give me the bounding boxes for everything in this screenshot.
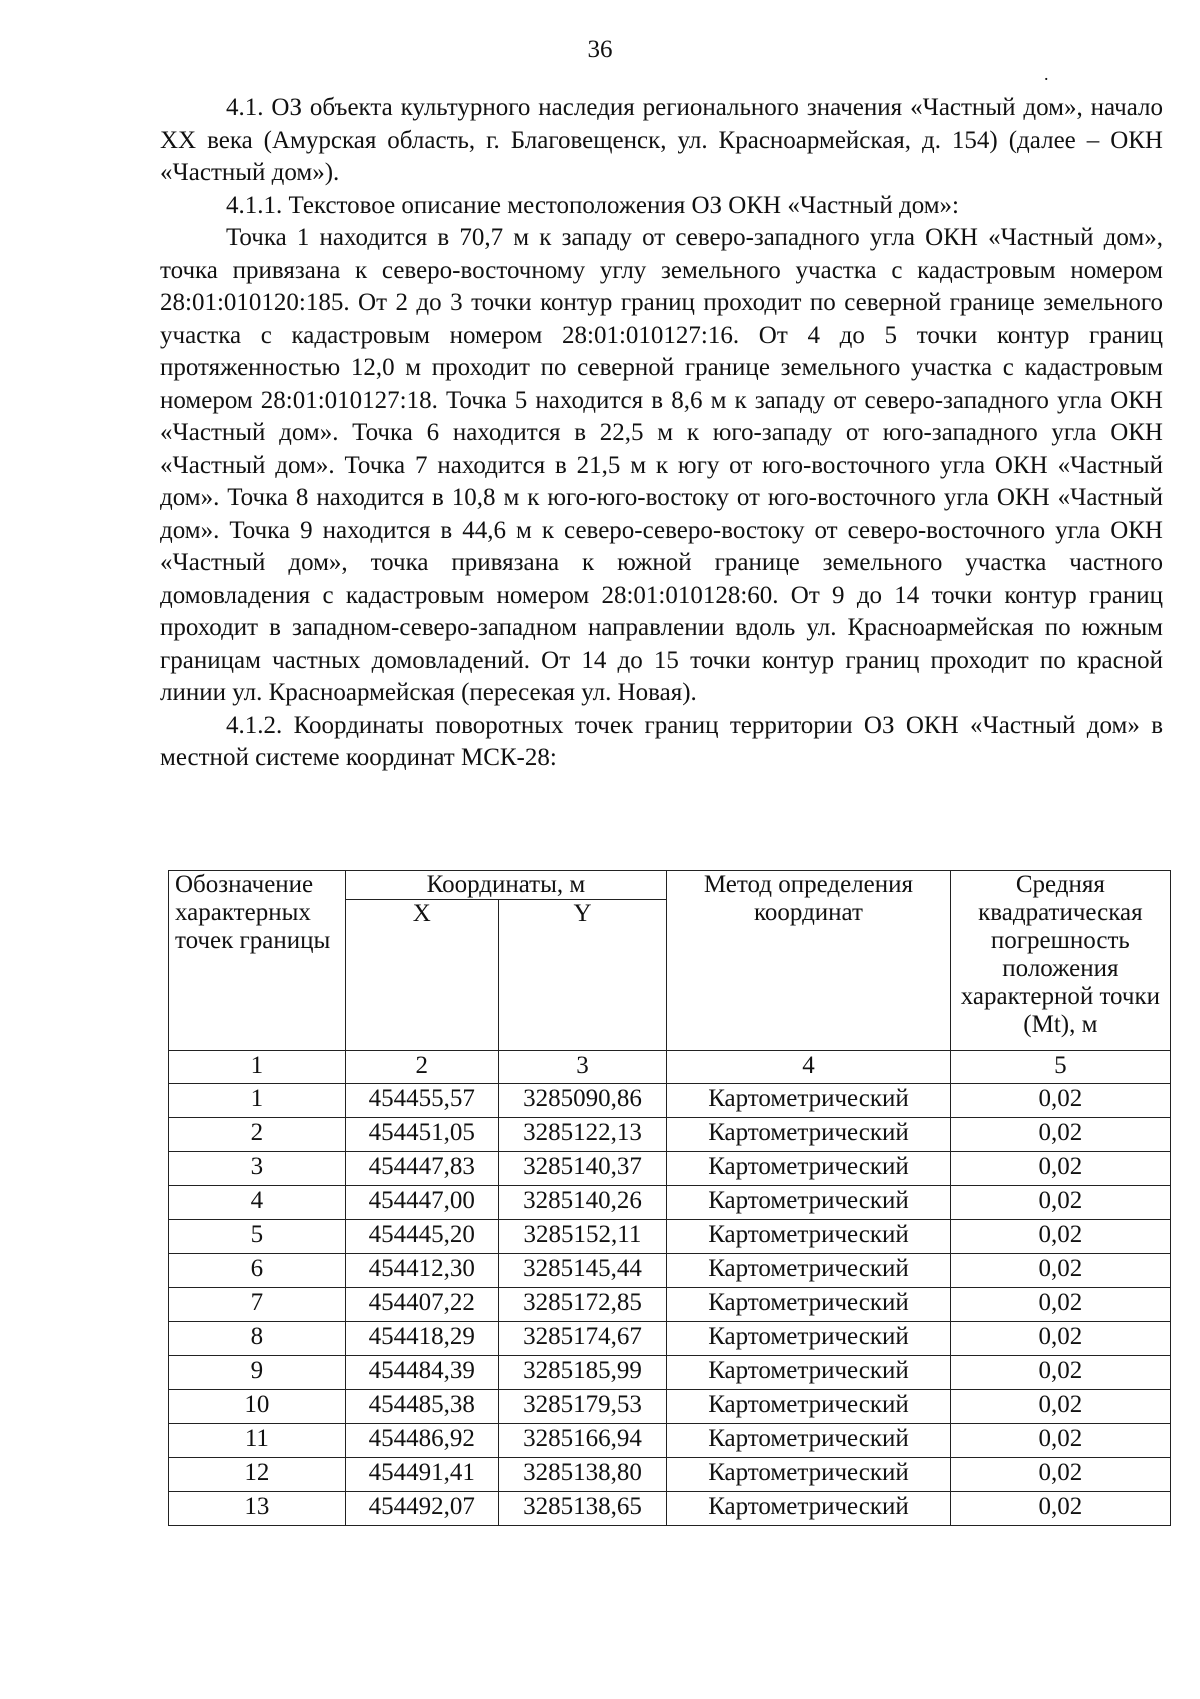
header-designation: Обозначение характерных точек границы xyxy=(169,871,346,1051)
column-number: 2 xyxy=(345,1051,498,1084)
error-value: 0,02 xyxy=(950,1492,1170,1526)
coord-y: 3285152,11 xyxy=(498,1220,666,1254)
method: Картометрический xyxy=(667,1322,951,1356)
header-error: Средняя квадратическая погрешность положения характерной точки (Mt), м xyxy=(950,871,1170,1051)
coord-x: 454447,00 xyxy=(345,1186,498,1220)
table-row xyxy=(169,1322,1171,1356)
coord-x: 454485,38 xyxy=(345,1390,498,1424)
column-number: 3 xyxy=(498,1051,666,1084)
document-body xyxy=(160,92,1163,775)
method: Картометрический xyxy=(667,1220,951,1254)
error-value: 0,02 xyxy=(950,1322,1170,1356)
method: Картометрический xyxy=(667,1118,951,1152)
point-id: 7 xyxy=(169,1288,346,1322)
coord-x: 454491,41 xyxy=(345,1458,498,1492)
error-value: 0,02 xyxy=(950,1356,1170,1390)
section-4-1-2-heading: 4.1.2. Координаты поворотных точек границ территории ОЗ ОКН «Частный дом» в местной системе координат МСК-28: xyxy=(160,711,1163,771)
header-y: Y xyxy=(498,900,666,1051)
point-id: 3 xyxy=(169,1152,346,1186)
point-id: 5 xyxy=(169,1220,346,1254)
error-value: 0,02 xyxy=(950,1458,1170,1492)
coord-y: 3285140,37 xyxy=(498,1152,666,1186)
coord-x: 454412,30 xyxy=(345,1254,498,1288)
header-coordinates: Координаты, м xyxy=(345,871,666,900)
column-number-row xyxy=(169,1051,1171,1084)
column-number: 1 xyxy=(169,1051,346,1084)
point-id: 13 xyxy=(169,1492,346,1526)
table-row xyxy=(169,1458,1171,1492)
coord-y: 3285090,86 xyxy=(498,1084,666,1118)
coord-y: 3285138,80 xyxy=(498,1458,666,1492)
table-row xyxy=(169,1084,1171,1118)
point-id: 9 xyxy=(169,1356,346,1390)
location-description: Точка 1 находится в 70,7 м к западу от северо-западного угла ОКН «Частный дом», точка привязана к северо-восточному углу земельного участка с кадастровым номером 28:01:010120:185. От 2 до 3 точки контур границ проходит по северной границе земельного участка с кадастровым номером 28:01:010127:16. От 4 до 5 точки контур границ протяженностью 12,0 м проходит по северной границе земельного участка с кадастровым номером 28:01:010127:18. Точка 5 находится в 8,6 м к западу от северо-западного угла ОКН «Частный дом». Точка 6 находится в 22,5 м к юго-западу от юго-западного угла ОКН «Частный дом». Точка 7 находится в 21,5 м к югу от юго-восточного угла ОКН «Частный дом». Точка 8 находится в 10,8 м к юго-юго-востоку от юго-восточного угла ОКН «Частный дом». Точка 9 находится в 44,6 м к северо-северо-востоку от северо-восточного угла ОКН «Частный дом», точка привязана к южной границе земельного участка частного домовладения с кадастровым номером 28:01:010128:60. От 9 до 14 точки контур границ проходит в западном-северо-западном направлении вдоль ул. Красноармейская по южным границам частных домовладений. От 14 до 15 точки контур границ проходит по красной линии ул. Красноармейская (пересекая ул. Новая). xyxy=(160,224,1163,706)
header-x: X xyxy=(345,900,498,1051)
table-row xyxy=(169,1424,1171,1458)
coord-y: 3285174,67 xyxy=(498,1322,666,1356)
table-row xyxy=(169,1356,1171,1390)
coord-y: 3285138,65 xyxy=(498,1492,666,1526)
point-id: 11 xyxy=(169,1424,346,1458)
method: Картометрический xyxy=(667,1424,951,1458)
point-id: 6 xyxy=(169,1254,346,1288)
coord-y: 3285145,44 xyxy=(498,1254,666,1288)
point-id: 1 xyxy=(169,1084,346,1118)
method: Картометрический xyxy=(667,1356,951,1390)
table-row xyxy=(169,1152,1171,1186)
table-row xyxy=(169,1118,1171,1152)
table-row xyxy=(169,1288,1171,1322)
coordinates-table xyxy=(168,870,1171,1526)
coord-y: 3285179,53 xyxy=(498,1390,666,1424)
column-number: 4 xyxy=(667,1051,951,1084)
coord-x: 454407,22 xyxy=(345,1288,498,1322)
error-value: 0,02 xyxy=(950,1118,1170,1152)
table-row xyxy=(169,1220,1171,1254)
page-number: 36 xyxy=(587,36,613,63)
error-value: 0,02 xyxy=(950,1390,1170,1424)
point-id: 12 xyxy=(169,1458,346,1492)
error-value: 0,02 xyxy=(950,1288,1170,1322)
column-number: 5 xyxy=(950,1051,1170,1084)
section-4-1-1-heading: 4.1.1. Текстовое описание местоположения ОЗ ОКН «Частный дом»: xyxy=(226,191,959,219)
table-body xyxy=(169,1051,1171,1526)
method: Картометрический xyxy=(667,1084,951,1118)
method: Картометрический xyxy=(667,1492,951,1526)
table-row xyxy=(169,1254,1171,1288)
table-row xyxy=(169,1186,1171,1220)
error-value: 0,02 xyxy=(950,1152,1170,1186)
point-id: 2 xyxy=(169,1118,346,1152)
table-row xyxy=(169,1390,1171,1424)
header-method: Метод определения координат xyxy=(667,871,951,1051)
error-value: 0,02 xyxy=(950,1220,1170,1254)
coord-x: 454451,05 xyxy=(345,1118,498,1152)
coord-x: 454445,20 xyxy=(345,1220,498,1254)
table-row xyxy=(169,1492,1171,1526)
error-value: 0,02 xyxy=(950,1254,1170,1288)
coord-y: 3285172,85 xyxy=(498,1288,666,1322)
method: Картометрический xyxy=(667,1152,951,1186)
section-4-1-paragraph: 4.1. ОЗ объекта культурного наследия регионального значения «Частный дом», начало XX века (Амурская область, г. Благовещенск, ул. Красноармейская, д. 154) (далее – ОКН «Частный дом»). xyxy=(160,94,1163,186)
coord-x: 454484,39 xyxy=(345,1356,498,1390)
coord-y: 3285122,13 xyxy=(498,1118,666,1152)
coord-x: 454447,83 xyxy=(345,1152,498,1186)
page-mark: . xyxy=(1044,64,1049,84)
error-value: 0,02 xyxy=(950,1084,1170,1118)
method: Картометрический xyxy=(667,1288,951,1322)
point-id: 8 xyxy=(169,1322,346,1356)
coord-x: 454455,57 xyxy=(345,1084,498,1118)
method: Картометрический xyxy=(667,1186,951,1220)
point-id: 10 xyxy=(169,1390,346,1424)
coord-x: 454486,92 xyxy=(345,1424,498,1458)
point-id: 4 xyxy=(169,1186,346,1220)
method: Картометрический xyxy=(667,1458,951,1492)
coord-y: 3285140,26 xyxy=(498,1186,666,1220)
error-value: 0,02 xyxy=(950,1424,1170,1458)
method: Картометрический xyxy=(667,1254,951,1288)
error-value: 0,02 xyxy=(950,1186,1170,1220)
coord-x: 454492,07 xyxy=(345,1492,498,1526)
coord-y: 3285166,94 xyxy=(498,1424,666,1458)
coord-x: 454418,29 xyxy=(345,1322,498,1356)
method: Картометрический xyxy=(667,1390,951,1424)
coord-y: 3285185,99 xyxy=(498,1356,666,1390)
